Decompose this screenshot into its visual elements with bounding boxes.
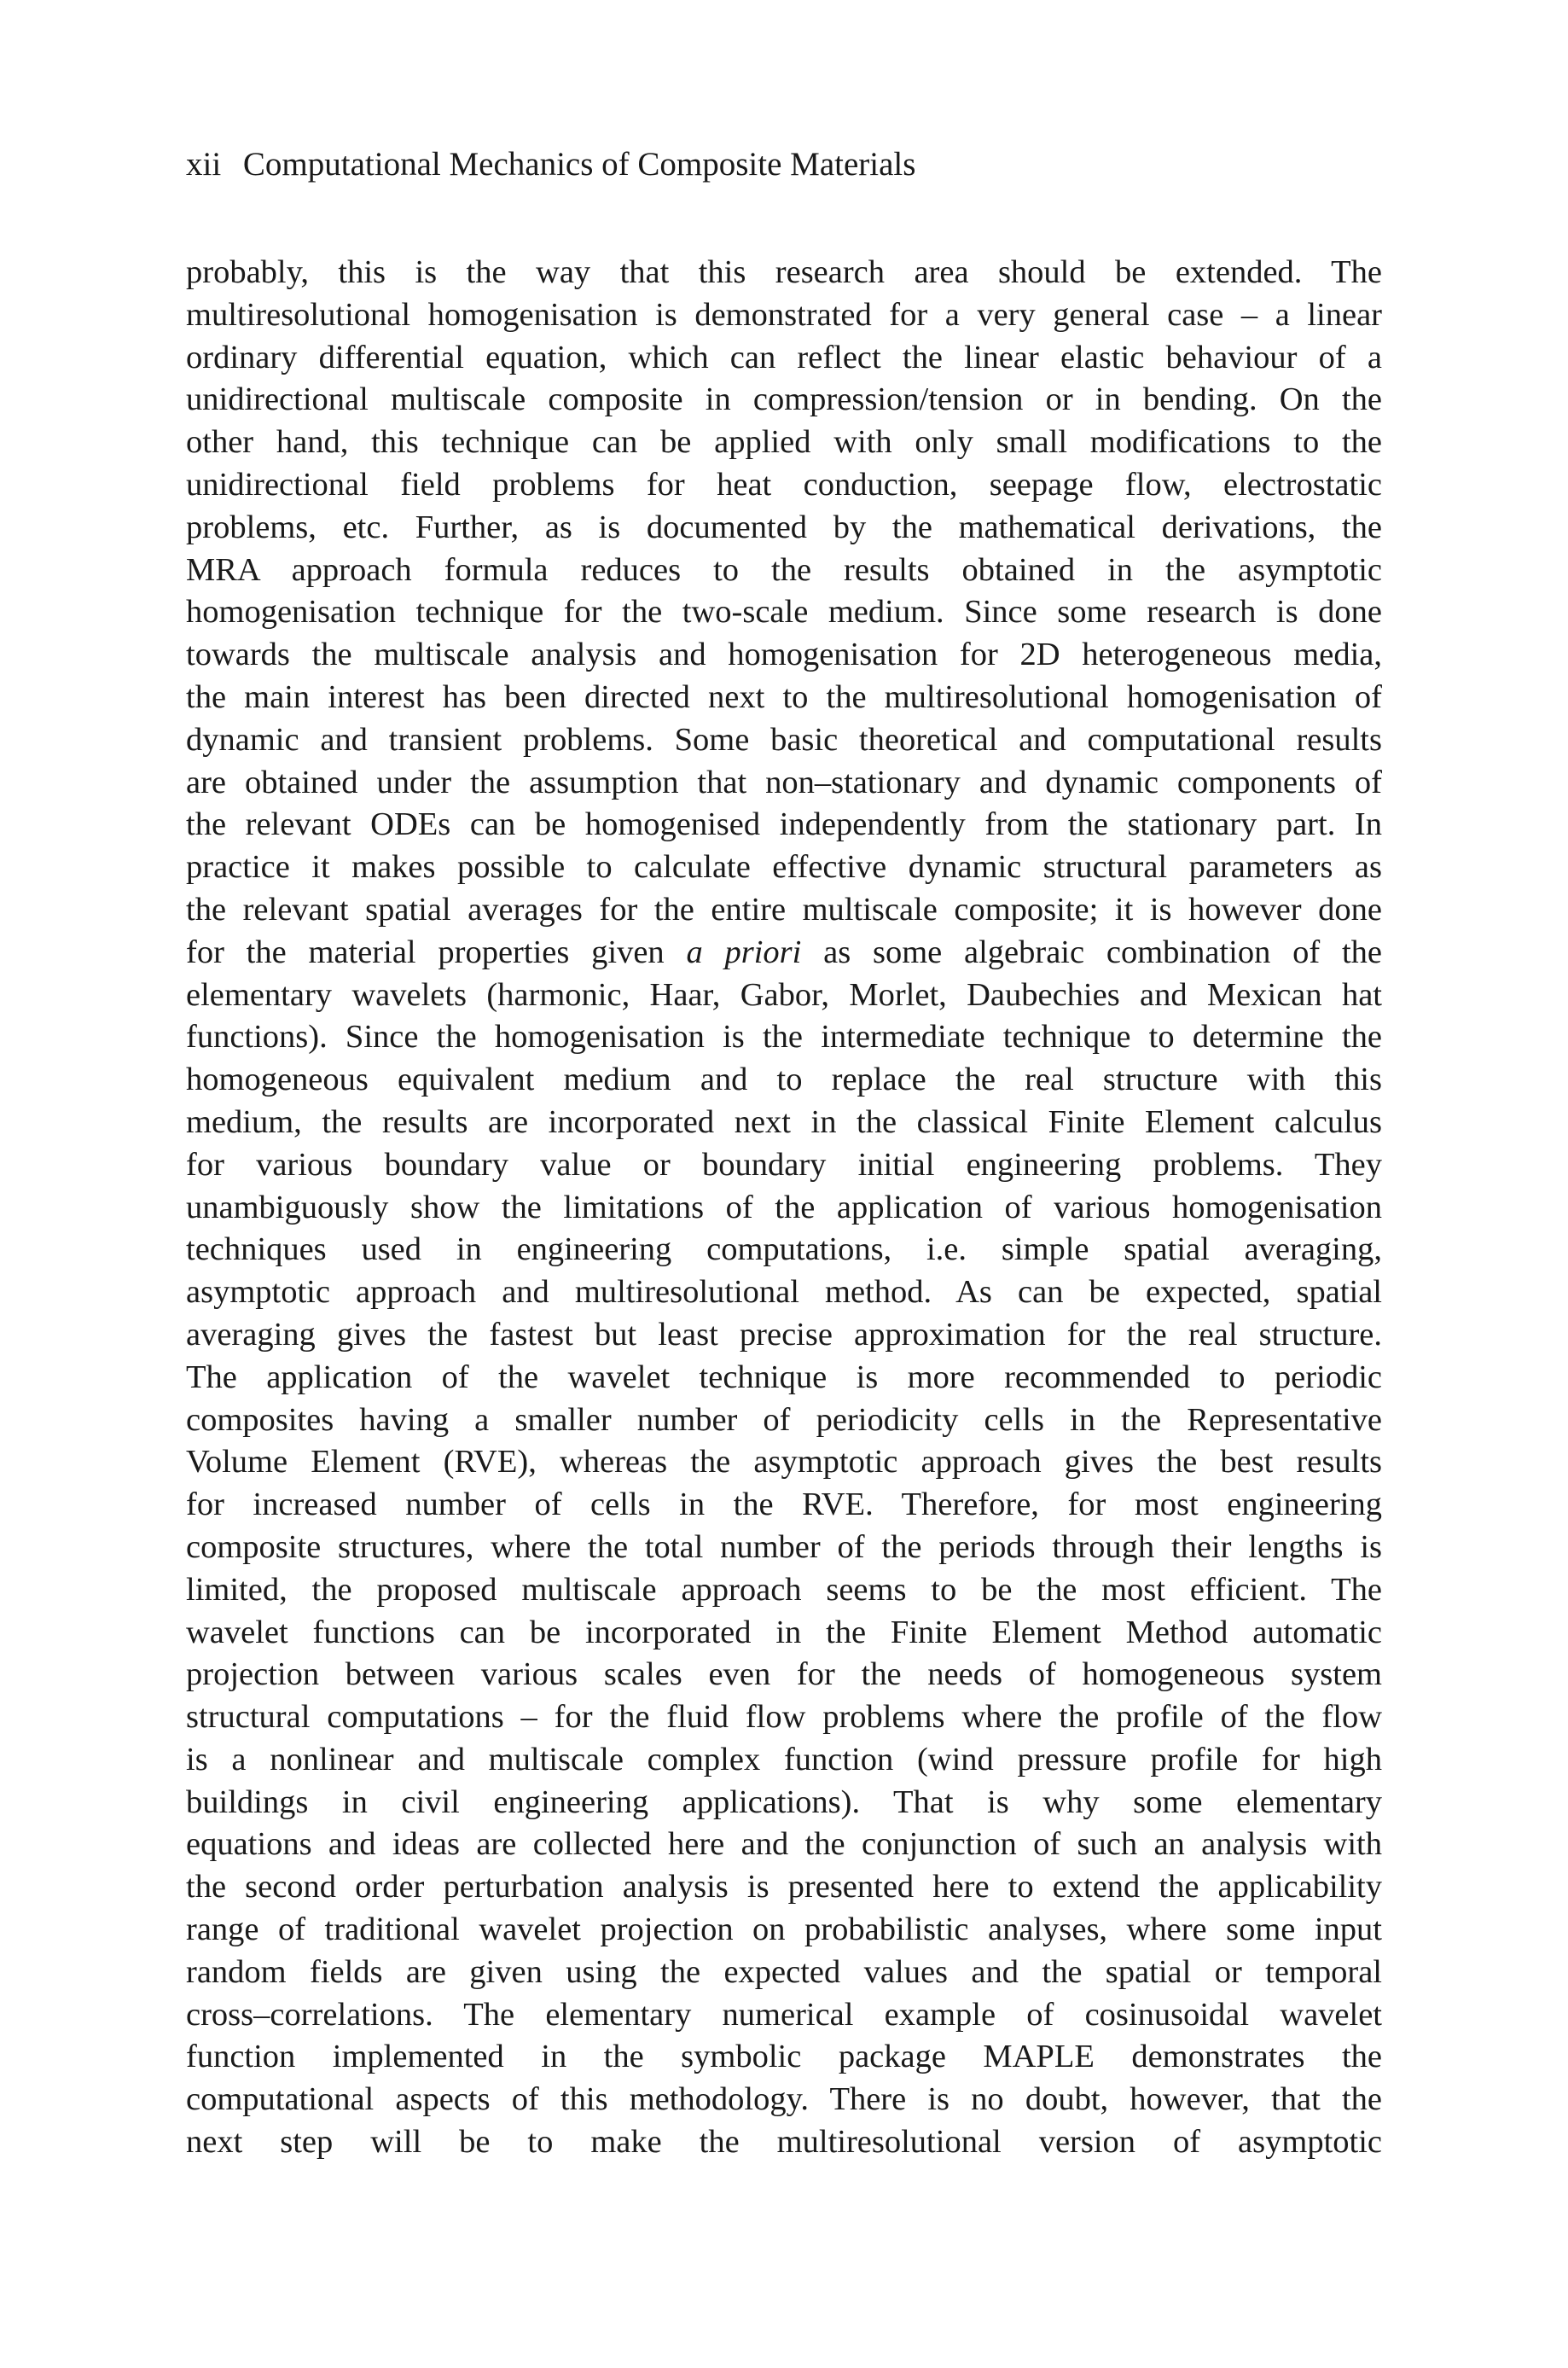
text-line: multiresolutional homogenisation is demonstrated for a very general case – a linear xyxy=(186,296,1382,333)
text-line: is a nonlinear and multiscale complex function (wind pressure profile for high xyxy=(186,1741,1382,1777)
text-line: structural computations – for the fluid flow problems where the profile of the flow xyxy=(186,1699,1382,1736)
running-header xyxy=(186,143,915,186)
text-line: practice it makes possible to calculate effective dynamic structural parameters as xyxy=(186,849,1382,886)
text-line: next step will be to make the multiresolutional version of asymptotic xyxy=(186,2124,1382,2161)
text-line: range of traditional wavelet projection on probabilistic analyses, where some input xyxy=(186,1911,1382,1948)
text-line: other hand, this technique can be applied with only small modifications to the xyxy=(186,424,1382,461)
text-line: The application of the wavelet technique is more recommended to periodic xyxy=(186,1359,1382,1395)
text-line: wavelet functions can be incorporated in the Finite Element Method automatic xyxy=(186,1614,1382,1650)
text-line: cross–correlations. The elementary numerical example of cosinusoidal wavelet xyxy=(186,1996,1382,2033)
text-segment: for the material properties given xyxy=(186,934,687,970)
text-line: composites having a smaller number of periodicity cells in the Representative xyxy=(186,1401,1382,1438)
text-line: unidirectional field problems for heat conduction, seepage flow, electrostatic xyxy=(186,466,1382,503)
page-number: xii xyxy=(186,146,222,183)
text-line: averaging gives the fastest but least precise approximation for the real structure. xyxy=(186,1316,1382,1353)
text-line: towards the multiscale analysis and homogenisation for 2D heterogeneous media, xyxy=(186,637,1382,673)
text-line: the second order perturbation analysis is presented here to extend the applicability xyxy=(186,1869,1382,1905)
text-line: unidirectional multiscale composite in compression/tension or in bending. On the xyxy=(186,381,1382,418)
text-line: asymptotic approach and multiresolutional method. As can be expected, spatial xyxy=(186,1274,1382,1311)
text-line: ordinary differential equation, which can reflect the linear elastic behaviour of a xyxy=(186,339,1382,375)
text-line: problems, etc. Further, as is documented by the mathematical derivations, the xyxy=(186,509,1382,545)
text-line: homogeneous equivalent medium and to replace the real structure with this xyxy=(186,1062,1382,1098)
text-line: buildings in civil engineering applications). That is why some elementary xyxy=(186,1783,1382,1820)
text-line: functions). Since the homogenisation is the intermediate technique to determine the xyxy=(186,1019,1382,1056)
text-line: Volume Element (RVE), whereas the asymptotic approach gives the best results xyxy=(186,1444,1382,1481)
text-line: MRA approach formula reduces to the results obtained in the asymptotic xyxy=(186,551,1382,588)
text-line: homogenisation technique for the two-scale medium. Since some research is done xyxy=(186,594,1382,631)
body-paragraph xyxy=(186,252,1382,2164)
text-line: the main interest has been directed next to the multiresolutional homogenisation of xyxy=(186,678,1382,715)
text-line: for increased number of cells in the RVE. Therefore, for most engineering xyxy=(186,1487,1382,1523)
text-segment: as some algebraic combination of the xyxy=(801,934,1382,970)
text-line: the relevant ODEs can be homogenised independently from the stationary part. In xyxy=(186,806,1382,843)
text-line: are obtained under the assumption that non–stationary and dynamic components of xyxy=(186,764,1382,800)
text-line: elementary wavelets (harmonic, Haar, Gabor, Morlet, Daubechies and Mexican hat xyxy=(186,976,1382,1013)
italic-phrase: a priori xyxy=(686,934,802,970)
text-line: techniques used in engineering computations, i.e. simple spatial averaging, xyxy=(186,1231,1382,1268)
text-line: dynamic and transient problems. Some basic theoretical and computational results xyxy=(186,721,1382,758)
text-line: the relevant spatial averages for the entire multiscale composite; it is however done xyxy=(186,891,1382,928)
text-line: random fields are given using the expected values and the spatial or temporal xyxy=(186,1953,1382,1990)
running-title: Computational Mechanics of Composite Materials xyxy=(242,146,916,183)
text-line: probably, this is the way that this research area should be extended. The xyxy=(186,254,1382,290)
text-line: function implemented in the symbolic package MAPLE demonstrates the xyxy=(186,2039,1382,2075)
text-line-with-italic xyxy=(186,932,1382,975)
text-line: equations and ideas are collected here and the conjunction of such an analysis with xyxy=(186,1826,1382,1863)
text-line: limited, the proposed multiscale approach seems to be the most efficient. The xyxy=(186,1571,1382,1608)
text-line: composite structures, where the total number of the periods through their lengths is xyxy=(186,1528,1382,1565)
text-line: unambiguously show the limitations of the application of various homogenisation xyxy=(186,1189,1382,1225)
text-line: for various boundary value or boundary initial engineering problems. They xyxy=(186,1146,1382,1183)
text-line: medium, the results are incorporated next in the classical Finite Element calculus xyxy=(186,1103,1382,1140)
text-line: projection between various scales even for the needs of homogeneous system xyxy=(186,1656,1382,1693)
text-line: computational aspects of this methodology. There is no doubt, however, that the xyxy=(186,2081,1382,2118)
